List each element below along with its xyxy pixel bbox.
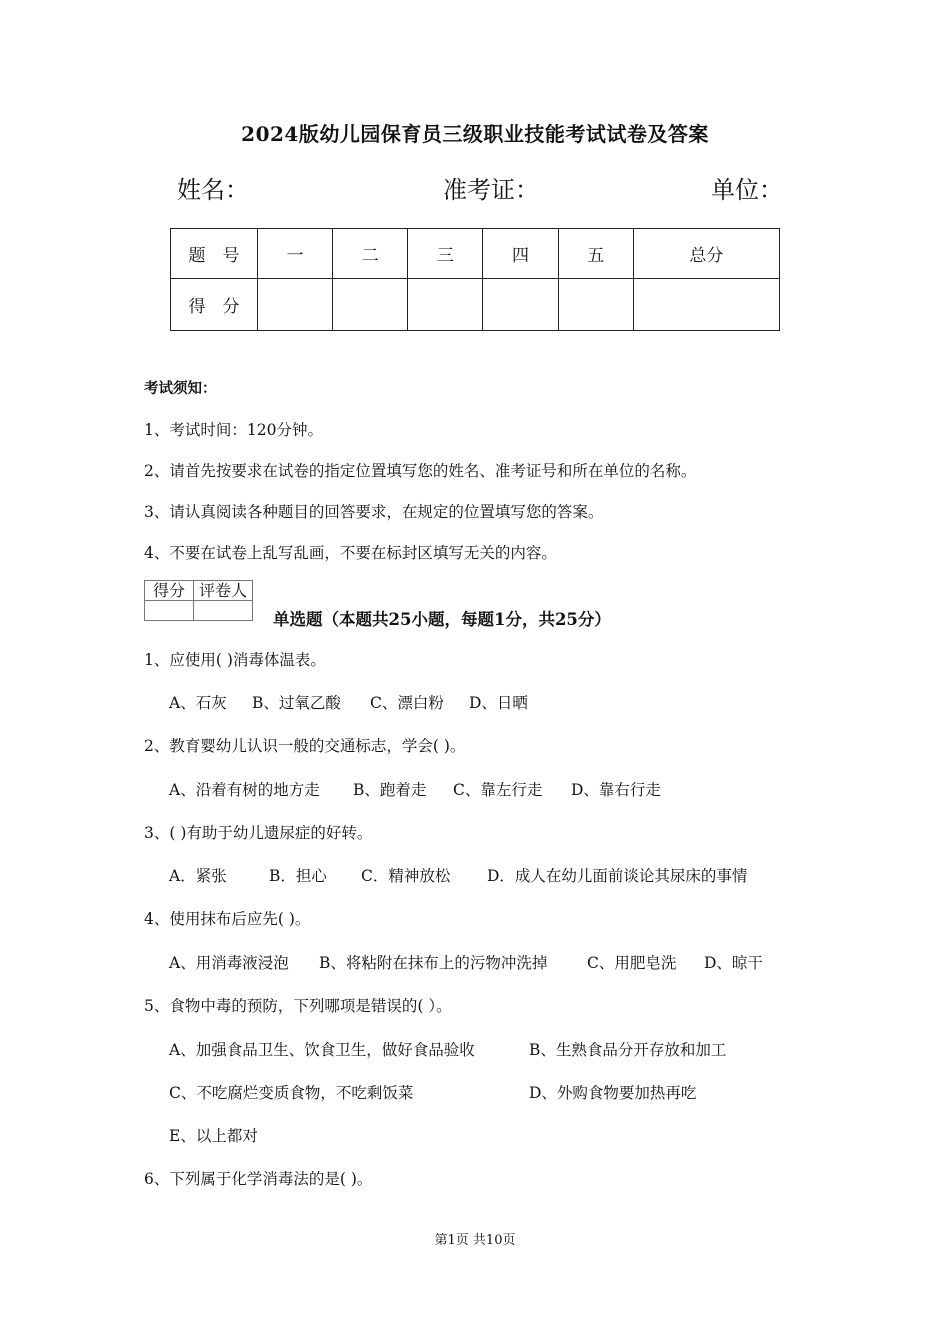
question-option: C、靠左行走 xyxy=(453,781,543,799)
grader-score-cell xyxy=(145,601,194,621)
score-table-cell: 二 xyxy=(333,229,408,279)
question-option: C、漂白粉 xyxy=(370,694,444,712)
question-option: B．担心 xyxy=(269,867,327,885)
score-table-cell: 五 xyxy=(558,229,633,279)
page-title: 2024版幼儿园保育员三级职业技能考试试卷及答案 xyxy=(241,122,709,146)
name-field-label: 姓名： xyxy=(177,176,249,204)
section-title: 单选题（本题共25小题，每题1分，共25分） xyxy=(273,610,611,629)
note-item: 2、请首先按要求在试卷的指定位置填写您的姓名、准考证号和所在单位的名称。 xyxy=(144,462,697,480)
score-table-score-row xyxy=(171,279,780,331)
question-option: D、靠右行走 xyxy=(571,781,661,799)
score-table-cell: 题 号 xyxy=(171,229,258,279)
score-table-cell: 总分 xyxy=(633,229,779,279)
question-option: E、以上都对 xyxy=(169,1127,258,1145)
question-stem: 5、食物中毒的预防，下列哪项是错误的( ）。 xyxy=(144,997,452,1015)
score-table-cell xyxy=(558,279,633,331)
question-option: D、外购食物要加热再吃 xyxy=(529,1084,697,1102)
score-table xyxy=(170,228,780,331)
page-number: 第1页 共10页 xyxy=(434,1233,516,1248)
question-stem: 1、应使用( )消毒体温表。 xyxy=(144,651,326,669)
question-option: B、将粘附在抹布上的污物冲洗掉 xyxy=(319,954,548,972)
question-option: C、用肥皂洗 xyxy=(587,954,677,972)
question-option: C、不吃腐烂变质食物，不吃剩饭菜 xyxy=(169,1084,414,1102)
grader-score-label: 得分 xyxy=(145,581,194,601)
unit-field-label: 单位： xyxy=(711,176,783,204)
question-option: A、用消毒液浸泡 xyxy=(169,954,289,972)
question-stem: 2、教育婴幼儿认识一般的交通标志，学会( )。 xyxy=(144,737,466,755)
question-stem: 6、下列属于化学消毒法的是( )。 xyxy=(144,1170,373,1188)
score-table-cell xyxy=(258,279,333,331)
question-option: D、日晒 xyxy=(469,694,528,712)
score-table-cell xyxy=(333,279,408,331)
note-item: 3、请认真阅读各种题目的回答要求，在规定的位置填写您的答案。 xyxy=(144,503,604,521)
question-option: A、沿着有树的地方走 xyxy=(169,781,320,799)
score-table-cell: 得 分 xyxy=(171,279,258,331)
question-option: D、晾干 xyxy=(704,954,763,972)
score-table-cell xyxy=(633,279,779,331)
question-option: A、加强食品卫生、饮食卫生，做好食品验收 xyxy=(169,1041,475,1059)
score-table-cell xyxy=(408,279,483,331)
question-option: B、跑着走 xyxy=(353,781,427,799)
note-item: 1、考试时间：120分钟。 xyxy=(144,421,323,439)
question-stem: 4、使用抹布后应先( )。 xyxy=(144,910,311,928)
question-option: D．成人在幼儿面前谈论其尿床的事情 xyxy=(487,867,748,885)
grader-reviewer-label: 评卷人 xyxy=(194,581,253,601)
grader-reviewer-cell xyxy=(194,601,253,621)
score-table-cell: 三 xyxy=(408,229,483,279)
score-table-cell xyxy=(483,279,558,331)
exam-id-field-label: 准考证： xyxy=(443,176,539,204)
score-table-cell: 一 xyxy=(258,229,333,279)
score-table-header-row xyxy=(171,229,780,279)
question-option: A．紧张 xyxy=(169,867,227,885)
note-item: 4、不要在试卷上乱写乱画，不要在标封区填写无关的内容。 xyxy=(144,544,557,562)
grader-box xyxy=(144,580,253,621)
question-option: B、过氧乙酸 xyxy=(252,694,341,712)
score-table-cell: 四 xyxy=(483,229,558,279)
question-stem: 3、( )有助于幼儿遗尿症的好转。 xyxy=(144,824,373,842)
question-option: C．精神放松 xyxy=(361,867,451,885)
question-option: A、石灰 xyxy=(169,694,227,712)
question-option: B、生熟食品分开存放和加工 xyxy=(529,1041,727,1059)
notes-heading: 考试须知： xyxy=(144,380,217,397)
